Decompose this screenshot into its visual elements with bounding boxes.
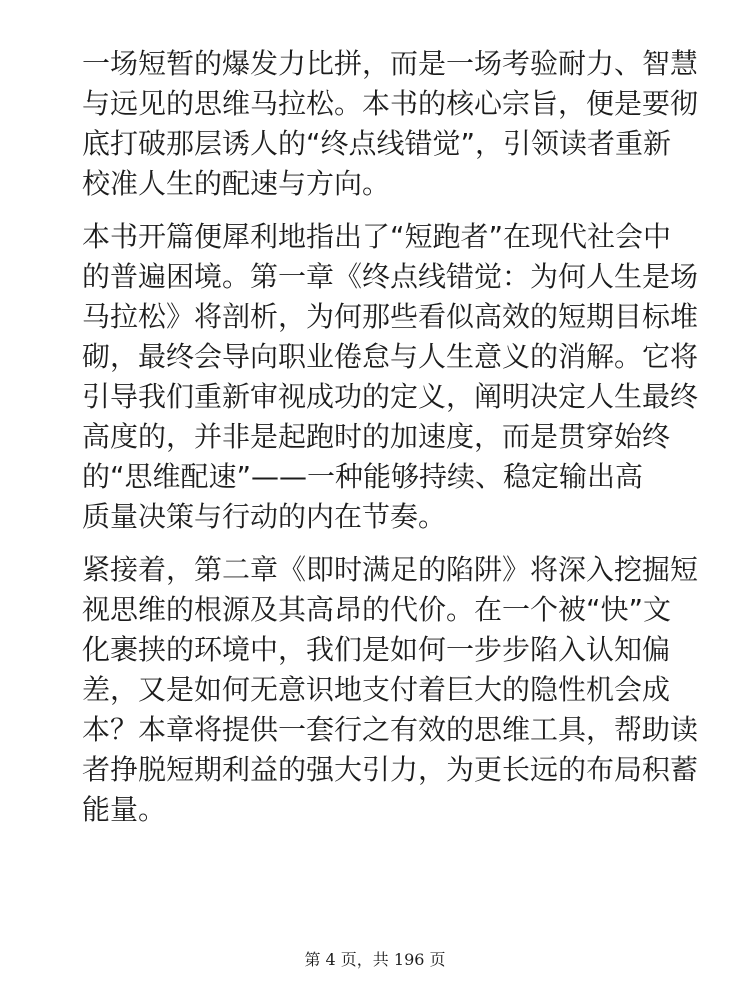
text-line: 本？本章将提供一套行之有效的思维工具，帮助读	[82, 713, 699, 746]
text-line: 能量。	[82, 793, 167, 826]
text-line: 的普遍困境。第一章《终点线错觉：为何人生是场	[82, 260, 699, 293]
text-line: 视思维的根源及其高昂的代价。在一个被“快”文	[82, 593, 672, 626]
text-line: 差，又是如何无意识地支付着巨大的隐性机会成	[82, 673, 671, 706]
text-line: 底打破那层诱人的“终点线错觉”，引领读者重新	[82, 127, 672, 160]
text-line: 化裹挟的环境中，我们是如何一步步陷入认知偏	[82, 633, 671, 666]
text-line: 一场短暂的爆发力比拼，而是一场考验耐力、智慧	[82, 47, 699, 80]
text-line: 马拉松》将剖析，为何那些看似高效的短期目标堆	[82, 300, 699, 333]
text-line: 与远见的思维马拉松。本书的核心宗旨，便是要彻	[82, 87, 699, 120]
page-number-footer: 第 4 页，共 196 页	[304, 950, 446, 969]
paragraph-2	[82, 217, 699, 537]
paragraph-3	[82, 550, 699, 830]
paragraph-1	[82, 44, 699, 204]
text-line: 紧接着，第二章《即时满足的陷阱》将深入挖掘短	[82, 553, 699, 586]
text-line: 本书开篇便犀利地指出了“短跑者”在现代社会中	[82, 220, 672, 253]
text-line: 砌，最终会导向职业倦怠与人生意义的消解。它将	[82, 340, 699, 373]
text-line: 引导我们重新审视成功的定义，阐明决定人生最终	[82, 380, 699, 413]
text-line: 校准人生的配速与方向。	[82, 167, 391, 200]
text-line: 高度的，并非是起跑时的加速度，而是贯穿始终	[82, 420, 671, 453]
text-line: 的“思维配速”——一种能够持续、稳定输出高	[82, 460, 644, 493]
text-line: 质量决策与行动的内在节奏。	[82, 500, 447, 533]
text-line: 者挣脱短期利益的强大引力，为更长远的布局积蓄	[82, 753, 699, 786]
body-text	[82, 44, 699, 843]
